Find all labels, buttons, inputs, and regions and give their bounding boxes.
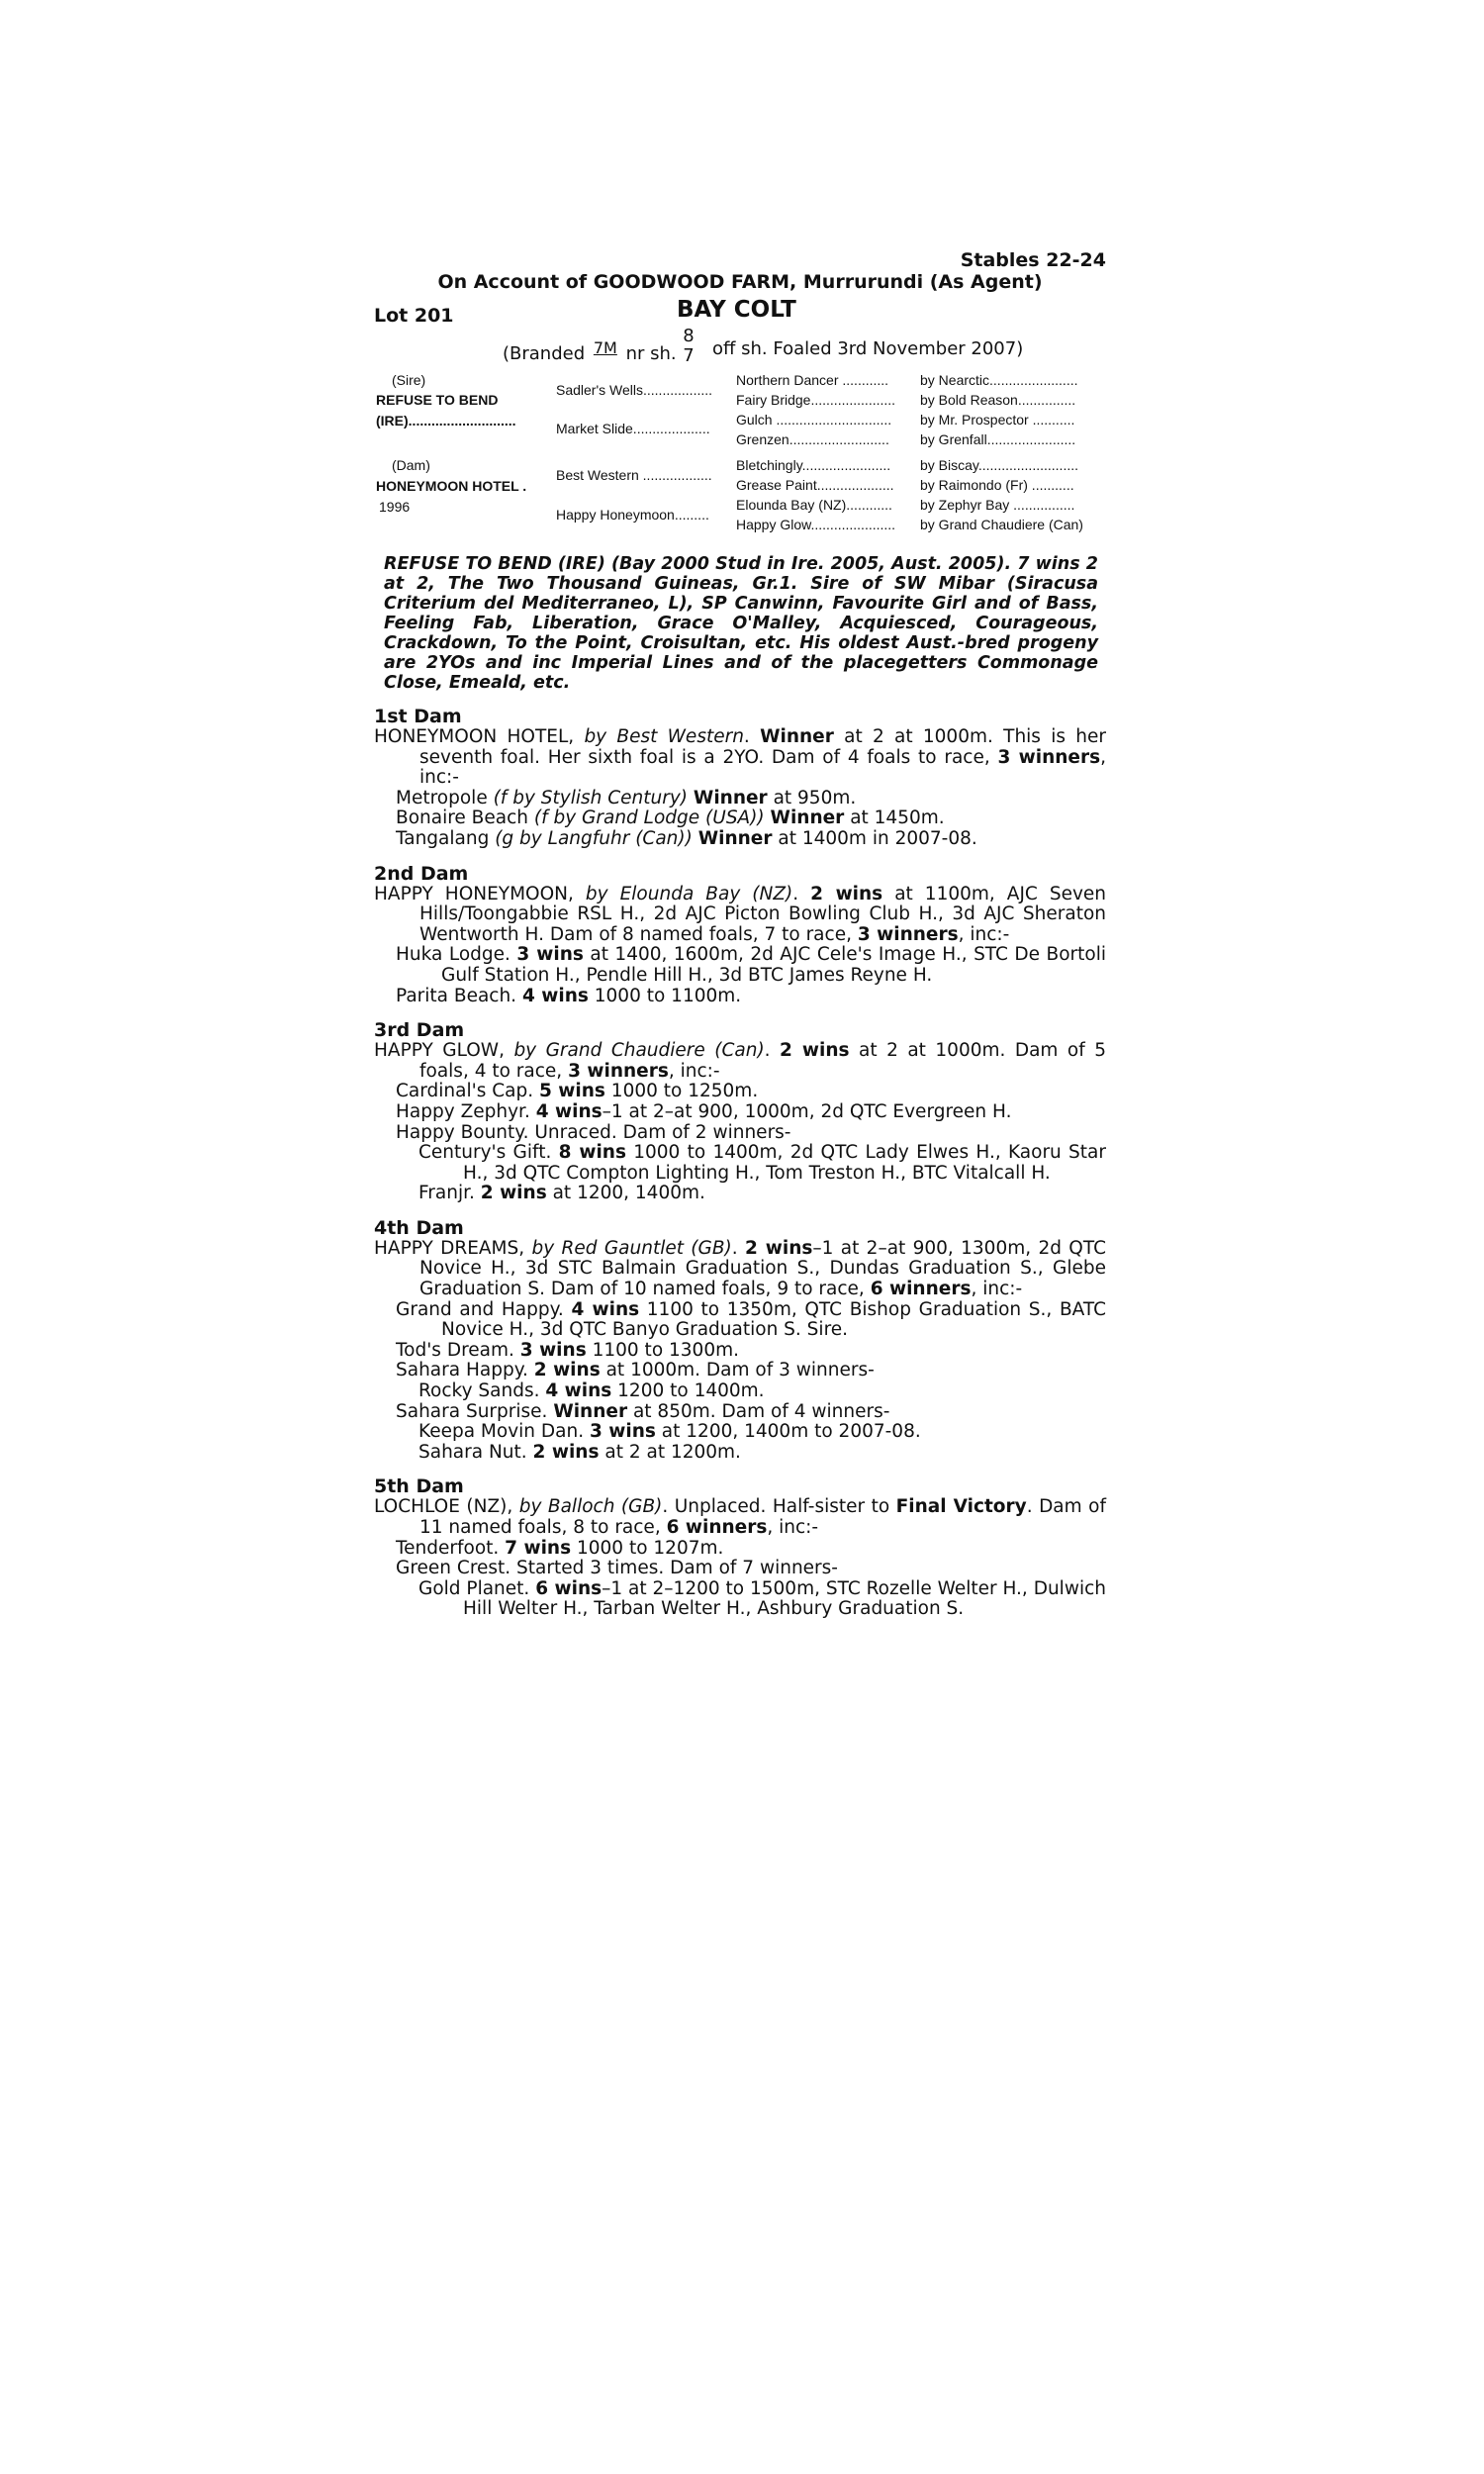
progeny-entry: Metropole (f by Stylish Century) Winner at 950m. bbox=[396, 787, 857, 809]
brand-fraction-bottom: 7 bbox=[683, 345, 695, 366]
dam-entry: HONEYMOON HOTEL, by Best Western. Winner at 2 at 1000m. This is her seventh foal. Her sixth foal is a 2YO. Dam of 4 foals to race, 3 winners, inc:- bbox=[374, 726, 1106, 789]
brand-fraction-top: 8 bbox=[683, 326, 695, 346]
dam-heading: 4th Dam bbox=[374, 1216, 464, 1239]
ancestor-g4-2: by Bold Reason............... bbox=[920, 392, 1076, 408]
progeny-entry: Bonaire Beach (f by Grand Lodge (USA)) Winner at 1450m. bbox=[396, 808, 945, 829]
ancestor-g4-3: by Mr. Prospector ........... bbox=[920, 412, 1075, 428]
ancestor-g3-8: Happy Glow...................... bbox=[736, 517, 896, 532]
brand-mark-icon: 7M bbox=[593, 338, 617, 357]
dam-tag: (Dam) bbox=[392, 457, 430, 473]
ancestor-g4-4: by Grenfall....................... bbox=[920, 431, 1076, 447]
ancestor-g3-6: Grease Paint.................... bbox=[736, 477, 894, 493]
progeny-entry: Century's Gift. 8 wins 1000 to 1400m, 2d QTC Lady Elwes H., Kaoru Star H., 3d QTC Compton Lighting H., Tom Treston H., BTC Vitalcall H. bbox=[418, 1142, 1106, 1184]
sire-sire: Sadler's Wells.................. bbox=[556, 382, 713, 398]
brand-line-start bbox=[503, 338, 677, 364]
progeny-entry: Parita Beach. 4 wins 1000 to 1100m. bbox=[396, 985, 742, 1006]
progeny-entry: Green Crest. Started 3 times. Dam of 7 winners- bbox=[396, 1558, 838, 1579]
ancestor-g4-5: by Biscay.......................... bbox=[920, 457, 1079, 473]
sire-name: REFUSE TO BEND bbox=[376, 392, 499, 408]
dam-entry: LOCHLOE (NZ), by Balloch (GB). Unplaced. Half-sister to Final Victory. Dam of 11 named foals, 8 to race, 6 winners, inc:- bbox=[374, 1496, 1106, 1538]
sire-tag: (Sire) bbox=[392, 372, 426, 388]
stables-label: Stables 22-24 bbox=[960, 249, 1106, 271]
dam-dam: Happy Honeymoon......... bbox=[556, 507, 709, 523]
ancestor-g4-1: by Nearctic....................... bbox=[920, 372, 1078, 388]
foaled-info: off sh. Foaled 3rd November 2007) bbox=[712, 338, 1024, 359]
progeny-entry: Tenderfoot. 7 wins 1000 to 1207m. bbox=[396, 1537, 724, 1559]
ancestor-g3-4: Grenzen.......................... bbox=[736, 431, 889, 447]
progeny-entry: Cardinal's Cap. 5 wins 1000 to 1250m. bbox=[396, 1081, 759, 1102]
vendor-account: On Account of GOODWOOD FARM, Murrurundi (As Agent) bbox=[437, 271, 1043, 293]
dam-section bbox=[374, 707, 1106, 850]
dam-heading: 3rd Dam bbox=[374, 1019, 465, 1042]
progeny-entry: Rocky Sands. 4 wins 1200 to 1400m. bbox=[418, 1380, 765, 1402]
progeny-entry: Tod's Dream. 3 wins 1100 to 1300m. bbox=[396, 1339, 739, 1361]
dam-sections bbox=[374, 707, 1106, 1620]
ancestor-g3-3: Gulch .............................. bbox=[736, 412, 892, 428]
dam-heading: 2nd Dam bbox=[374, 862, 469, 885]
progeny-entry: Tangalang (g by Langfuhr (Can)) Winner at 1400m in 2007-08. bbox=[396, 827, 977, 849]
progeny-entry: Sahara Nut. 2 wins at 2 at 1200m. bbox=[418, 1441, 741, 1463]
ancestor-g3-7: Elounda Bay (NZ)............ bbox=[736, 497, 892, 513]
lot-row bbox=[374, 297, 1106, 327]
lot-number: Lot 201 bbox=[374, 305, 454, 327]
ancestor-g3-1: Northern Dancer ............ bbox=[736, 372, 889, 388]
dam-year: 1996 bbox=[379, 499, 411, 515]
dam-entry: HAPPY GLOW, by Grand Chaudiere (Can). 2 wins at 2 at 1000m. Dam of 5 foals, 4 to race, 3 winners, inc:- bbox=[374, 1040, 1106, 1082]
sire-dam: Market Slide.................... bbox=[556, 421, 710, 436]
progeny-entry: Franjr. 2 wins at 1200, 1400m. bbox=[418, 1183, 705, 1204]
brand-fraction bbox=[679, 327, 698, 366]
catalogue-page bbox=[374, 249, 1106, 1620]
ancestor-g3-2: Fairy Bridge...................... bbox=[736, 392, 896, 408]
ancestor-g4-8: by Grand Chaudiere (Can) bbox=[920, 517, 1083, 532]
dam-sire: Best Western .................. bbox=[556, 467, 712, 483]
progeny-entry: Happy Bounty. Unraced. Dam of 2 winners- bbox=[396, 1121, 791, 1143]
dam-heading: 5th Dam bbox=[374, 1475, 464, 1498]
brand-nr-label: nr sh. bbox=[625, 343, 677, 364]
dam-entry: HAPPY HONEYMOON, by Elounda Bay (NZ). 2 wins at 1100m, AJC Seven Hills/Toongabbie RSL H., 2d AJC Picton Bowling Club H., 3d AJC Sheraton Wentworth H. Dam of 8 named foals, 7 to race, 3 winners, inc:- bbox=[374, 883, 1107, 945]
dam-section bbox=[374, 1218, 1106, 1464]
sire-description: REFUSE TO BEND (IRE) (Bay 2000 Stud in Ire. 2005, Aust. 2005). 7 wins 2 at 2, The Two Thousand Guineas, Gr.1. Sire of SW Mibar (Siracusa Criterium del Mediterraneo, L), SP Canwinn, Favourite Girl and of Bass, Feeling Fab, Liberation, Grace O'Malley, Acquiesced, Courageous, Crackdown, To the Point, Croisultan, etc. His oldest Aust.-bred progeny are 2YOs and inc Imperial Lines and of the placegetters Commonage Close, Emeald, etc. bbox=[384, 554, 1098, 693]
ancestor-g4-7: by Zephyr Bay ................ bbox=[920, 497, 1075, 513]
progeny-entry: Sahara Surprise. Winner at 850m. Dam of 4 winners- bbox=[396, 1400, 890, 1422]
progeny-entry: Keepa Movin Dan. 3 wins at 1200, 1400m to 2007-08. bbox=[418, 1421, 921, 1443]
progeny-entry: Huka Lodge. 3 wins at 1400, 1600m, 2d AJC Cele's Image H., STC De Bortoli Gulf Station H., Pendle Hill H., 3d BTC James Reyne H. bbox=[396, 944, 1106, 986]
progeny-entry: Grand and Happy. 4 wins 1100 to 1350m, QTC Bishop Graduation S., BATC Novice H., 3d QTC Banyo Graduation S. Sire. bbox=[396, 1298, 1106, 1341]
pedigree-table bbox=[374, 372, 1106, 538]
dam-section bbox=[374, 864, 1106, 1007]
ancestor-g3-5: Bletchingly....................... bbox=[736, 457, 891, 473]
dam-name: HONEYMOON HOTEL . bbox=[376, 478, 527, 494]
progeny-entry: Happy Zephyr. 4 wins–1 at 2–at 900, 1000m, 2d QTC Evergreen H. bbox=[396, 1100, 1012, 1122]
progeny-entry: Sahara Happy. 2 wins at 1000m. Dam of 3 winners- bbox=[396, 1360, 875, 1381]
dam-entry: HAPPY DREAMS, by Red Gauntlet (GB). 2 wins–1 at 2–at 900, 1300m, 2d QTC Novice H., 3d STC Balmain Graduation S., Dundas Graduation S., Glebe Graduation S. Dam of 10 named foals, 9 to race, 6 winners, inc:- bbox=[374, 1237, 1106, 1300]
ancestor-g4-6: by Raimondo (Fr) ........... bbox=[920, 477, 1074, 493]
dam-section bbox=[374, 1476, 1106, 1620]
horse-description: BAY COLT bbox=[677, 297, 796, 323]
brand-line bbox=[374, 327, 1106, 370]
dam-section bbox=[374, 1020, 1106, 1204]
dam-heading: 1st Dam bbox=[374, 706, 462, 727]
branded-label: (Branded bbox=[503, 343, 586, 364]
progeny-entry: Gold Planet. 6 wins–1 at 2–1200 to 1500m, STC Rozelle Welter H., Dulwich Hill Welter H., Tarban Welter H., Ashbury Graduation S. bbox=[418, 1577, 1106, 1620]
sire-name-suffix: (IRE)............................ bbox=[376, 413, 516, 428]
